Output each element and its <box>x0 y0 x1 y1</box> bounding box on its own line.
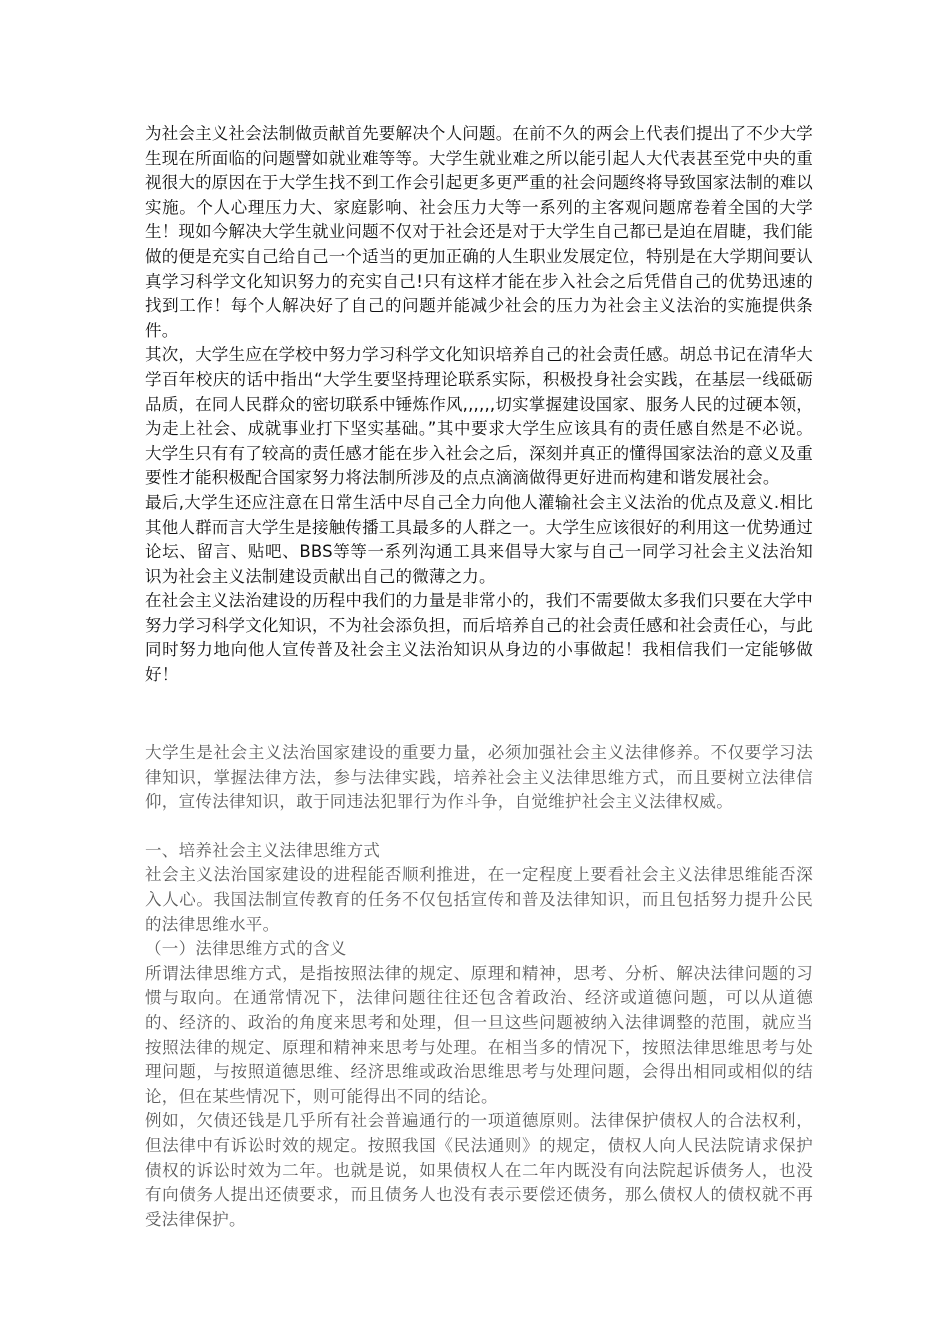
blank-line <box>145 815 813 839</box>
body-paragraph: 例如，欠债还钱是几乎所有社会普遍通行的一项道德原则。法律保护债权人的合法权利，但法律中有诉讼时效的规定。按照我国《民法通则》的规定，债权人向人民法院请求保护债权的诉讼时效为二年。也就是说，如果债权人在二年内既没有向法院起诉债务人，也没有向债务人提出还债要求，而且债务人也没有表示要偿还债务，那么债权人的债权就不再受法律保护。 <box>145 1111 813 1229</box>
essay-section <box>145 122 813 688</box>
paragraph-spread-law: 最后,大学生还应注意在日常生活中尽自己全力向他人灌输社会主义法治的优点及意义.相比其他人群而言大学生是接触传播工具最多的人群之一。大学生应该很好的利用这一优势通过论坛、留言、贴吧、BBS等等一系列沟通工具来倡导大家与自己一同学习社会主义法治知识为社会主义法制建设贡献出自己的微薄之力。 <box>145 492 813 586</box>
paragraph-personal-problems: 为社会主义社会法制做贡献首先要解决个人问题。在前不久的两会上代表们提出了不少大学生现在所面临的问题譬如就业难等等。大学生就业难之所以能引起人大代表甚至党中央的重视很大的原因在于大学生找不到工作会引起更多更严重的社会问题终将导致国家法制的难以实施。个人心理压力大、家庭影响、社会压力大等一系列的主客观问题席卷着全国的大学生！现如今解决大学生就业问题不仅对于社会还是对于大学生自己都已是迫在眉睫，我们能做的便是充实自己给自己一个适当的更加正确的人生职业发展定位，特别是在大学期间要认真学习科学文化知识努力的充实自己!只有这样才能在步入社会之后凭借自己的优势迅速的找到工作！每个人解决好了自己的问题并能减少社会的压力为社会主义法治的实施提供条件。 <box>145 124 813 340</box>
section-heading: 一、培养社会主义法律思维方式 <box>145 840 381 860</box>
body-paragraph: 社会主义法治国家建设的进程能否顺利推进，在一定程度上要看社会主义法律思维能否深入人心。我国法制宣传教育的任务不仅包括宣传和普及法律知识，而且包括努力提升公民的法律思维水平。 <box>145 865 813 934</box>
textbook-section <box>145 741 813 1232</box>
subsection-heading: （一）法律思维方式的含义 <box>145 939 347 959</box>
intro-paragraph: 大学生是社会主义法治国家建设的重要力量，必须加强社会主义法律修养。不仅要学习法律知识，掌握法律方法，参与法律实践，培养社会主义法律思维方式，而且要树立法律信仰，宣传法律知识，敢于同违法犯罪行为作斗争，自觉维护社会主义法律权威。 <box>145 743 813 812</box>
paragraph-conclusion: 在社会主义法治建设的历程中我们的力量是非常小的，我们不需要做太多我们只要在大学中努力学习科学文化知识，不为社会添负担，而后培养自己的社会责任感和社会责任心，与此同时努力地向他人宣传普及社会主义法治知识从身边的小事做起！我相信我们一定能够做好！ <box>145 591 813 685</box>
paragraph-responsibility: 其次，大学生应在学校中努力学习科学文化知识培养自己的社会责任感。胡总书记在清华大学百年校庆的话中指出“大学生要坚持理论联系实际，积极投身社会实践，在基层一线砥砺品质，在同人民群众的密切联系中锤炼作风,,,,,,切实掌握建设国家、服务人民的过硬本领，为走上社会、成就事业打下坚实基础。”其中要求大学生应该具有的责任感自然是不必说。大学生只有有了较高的责任感才能在步入社会之后，深刻并真正的懂得国家法治的意义及重要性才能积极配合国家努力将法制所涉及的点点滴滴做得更好进而构建和谐发展社会。 <box>145 345 813 488</box>
body-paragraph: 所谓法律思维方式，是指按照法律的规定、原理和精神，思考、分析、解决法律问题的习惯与取向。在通常情况下，法律问题往往还包含着政治、经济或道德问题，可以从道德的、经济的、政治的角度来思考和处理，但一旦这些问题被纳入法律调整的范围，就应当按照法律的规定、原理和精神来思考与处理。在相当多的情况下，按照法律思维思考与处理问题，与按照道德思维、经济思维或政治思维思考与处理问题，会得出相同或相似的结论，但在某些情况下，则可能得出不同的结论。 <box>145 963 813 1106</box>
